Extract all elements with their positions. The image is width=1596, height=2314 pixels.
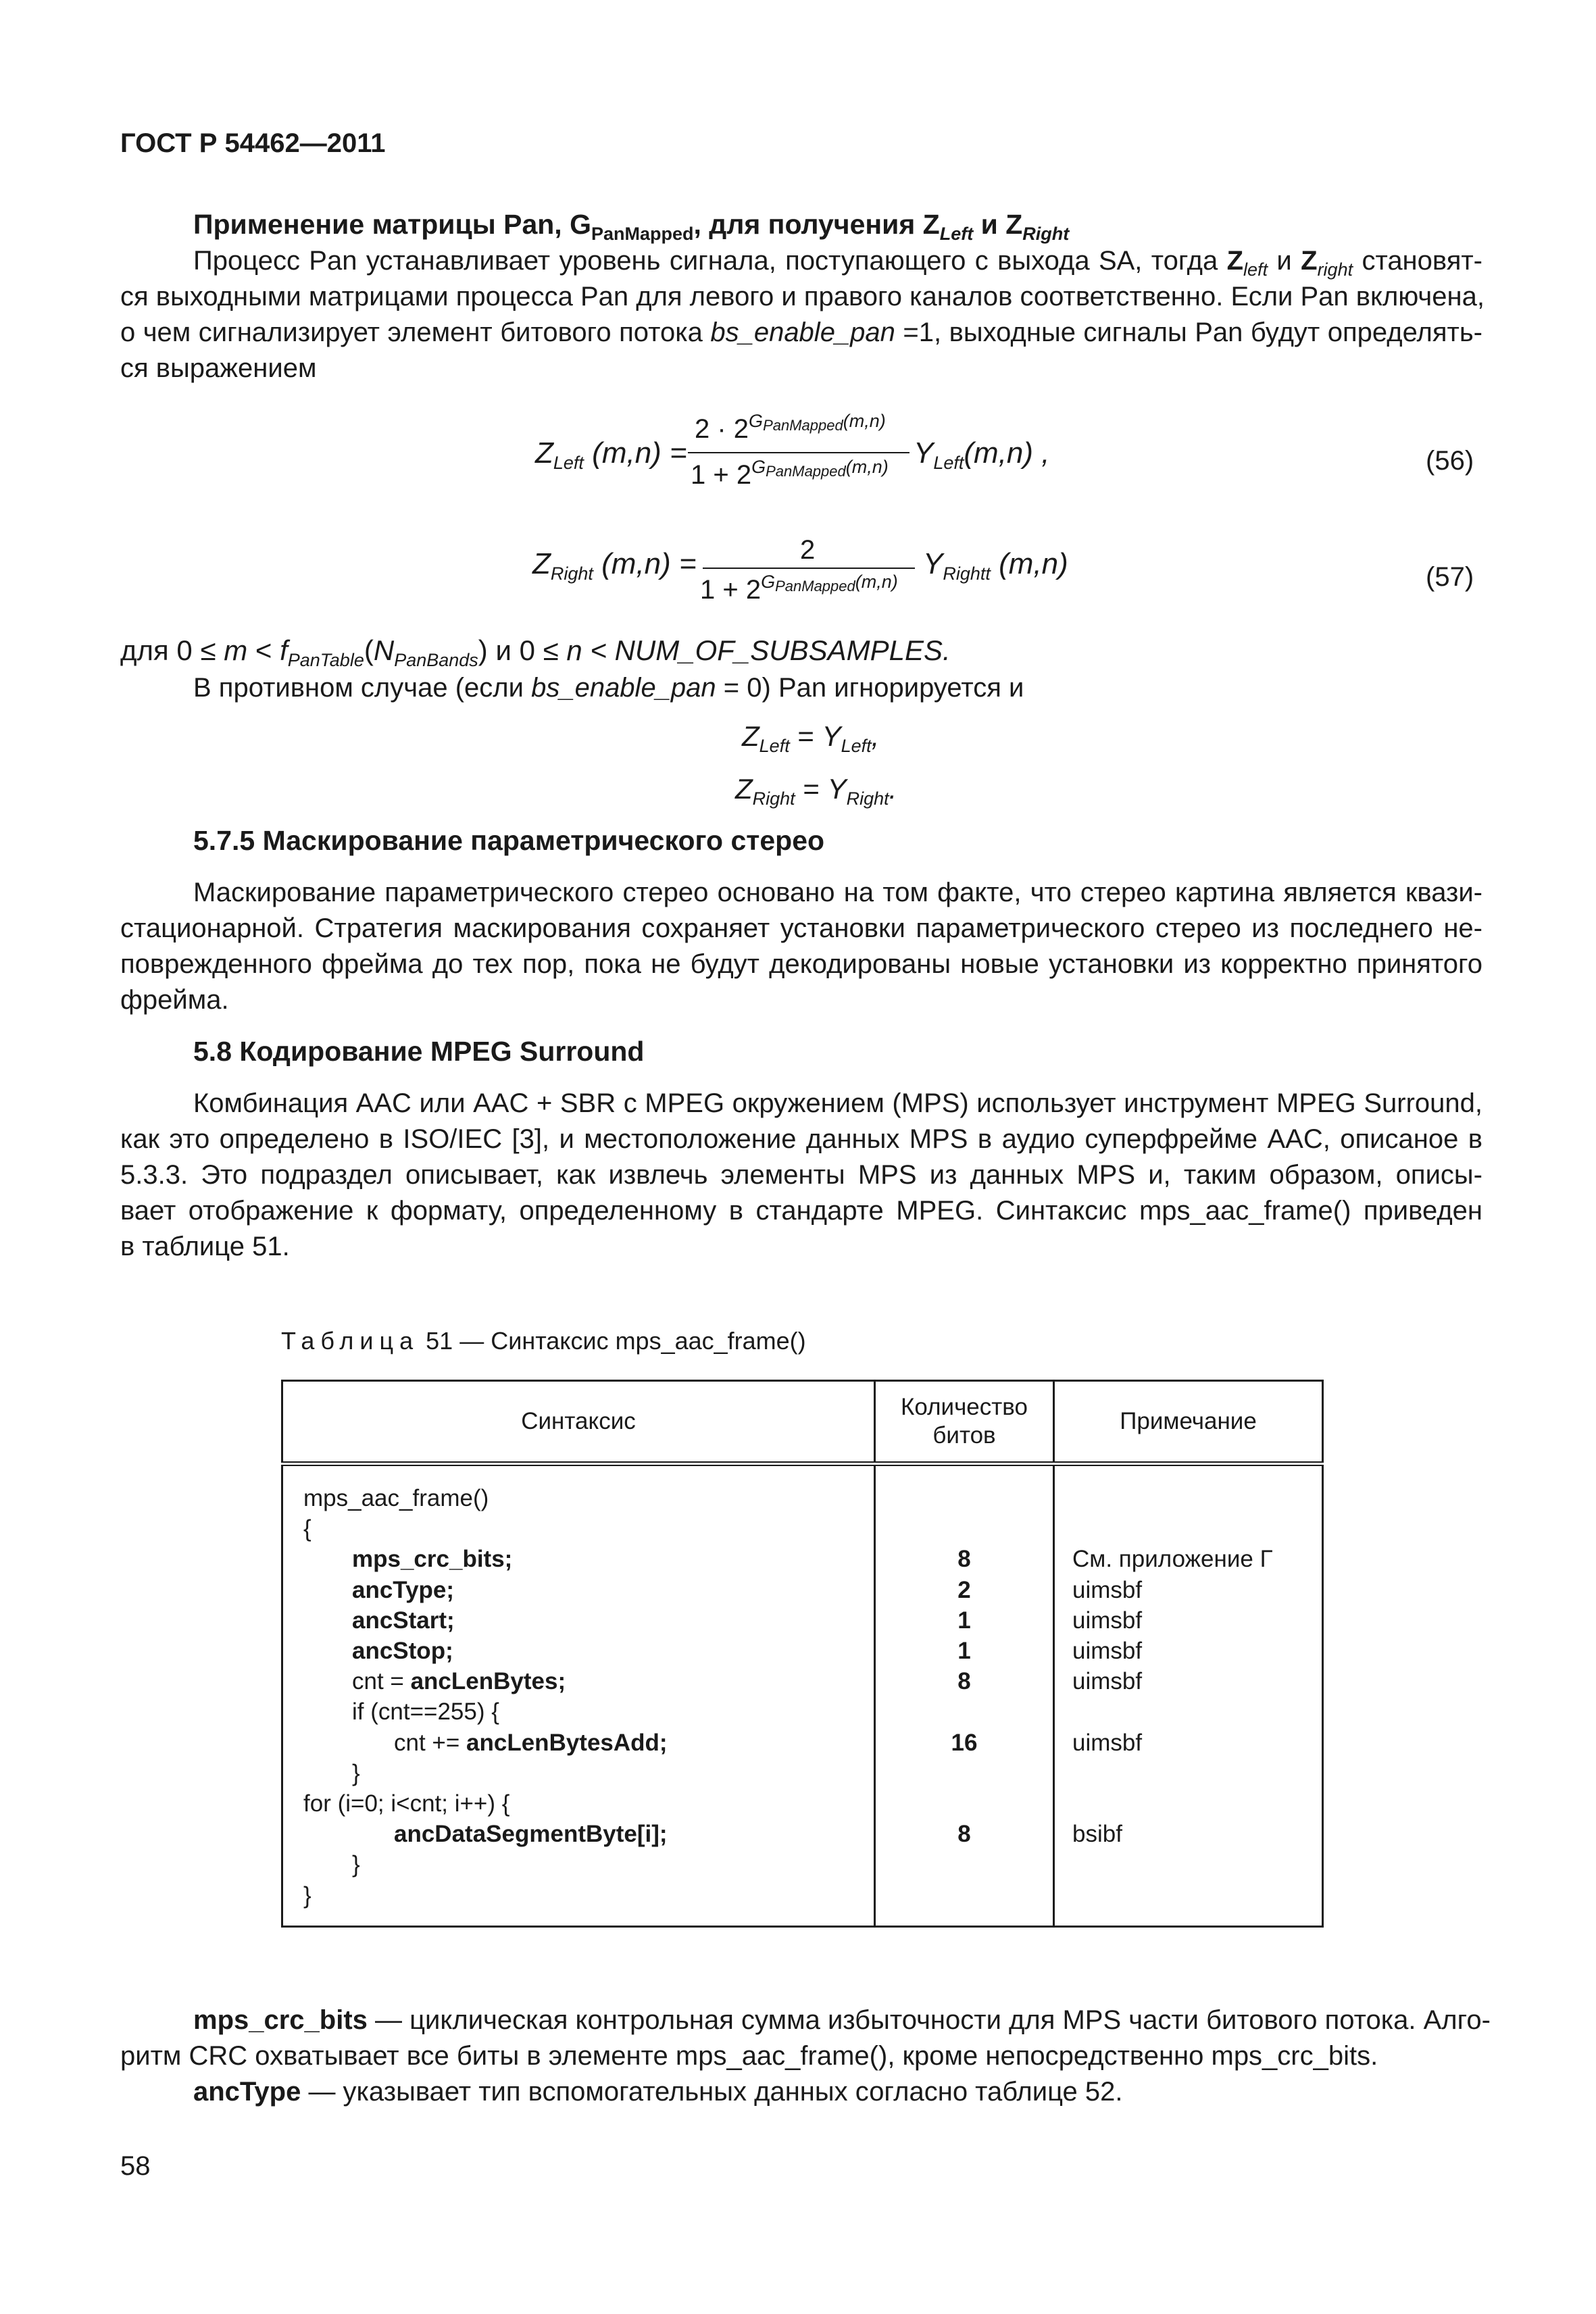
table-row-bits: 8: [957, 1821, 971, 1848]
table-row-syntax: mps_crc_bits;: [352, 1546, 513, 1573]
section-575-line-4: фрейма.: [120, 985, 229, 1015]
table-body-syntax: [282, 1464, 875, 1927]
table-row-bits: 8: [957, 1546, 971, 1573]
pan-paragraph-line-3: о чем сигнализирует элемент битового потока bs_enable_pan =1, выходные сигналы Pan будут определять-: [120, 318, 1482, 347]
eq56-numerator: $2 \cdot 2^{G_{PanMapped}(m,n)}$: [695, 411, 886, 444]
definition-mps-crc-bits-line-2: ритм CRC охватывает все биты в элементе mps_aac_frame(), кроме непосредственно mps_crc_bits.: [120, 2041, 1378, 2071]
table-row-syntax: if (cnt==255) {: [352, 1699, 499, 1726]
eq56-fraction-bar: [688, 452, 909, 453]
table-row-syntax: for (i=0; i<cnt; i++) {: [303, 1790, 510, 1817]
table-row-syntax: }: [303, 1882, 311, 1909]
table-row-bits: 8: [957, 1668, 971, 1695]
else-line: В противном случае (если bs_enable_pan = 0) Pan игнорируется и: [193, 673, 1024, 703]
table-row-note: uimsbf: [1072, 1607, 1143, 1634]
section-58-line-2: как это определено в ISO/IEC [3], и местоположение данных MPS в аудио суперфрейме AAC, описаное в: [120, 1124, 1482, 1154]
table-row-note: bsibf: [1072, 1821, 1122, 1848]
table-row-note: uimsbf: [1072, 1729, 1143, 1756]
table-row-syntax: cnt += ancLenBytesAdd;: [394, 1729, 668, 1756]
table-body-note: [1054, 1464, 1323, 1927]
eq56-rhs: $Y_{Left}(m,n)$ ,: [914, 436, 1050, 473]
eq57-fraction-bar: [703, 568, 915, 569]
section-575-line-3: поврежденного фрейма до тех пор, пока не будут декодированы новые установки из корректно принятого: [120, 949, 1482, 979]
doc-header: ГОСТ Р 54462—2011: [120, 128, 386, 158]
pan-paragraph-line-2: ся выходными матрицами процесса Pan для левого и правого каналов соответственно. Если Pan включена,: [120, 282, 1485, 311]
pan-paragraph-line-1: Процесс Pan устанавливает уровень сигнала, поступающего с выхода SA, тогда $Z_{left}$ и $Z_{right}$ становят-: [193, 246, 1482, 280]
table-row-syntax: ancType;: [352, 1576, 455, 1603]
table-row-bits: 16: [951, 1729, 978, 1756]
table-header-syntax: Синтаксис: [282, 1381, 875, 1464]
table-row-note: См. приложение Г: [1072, 1546, 1273, 1573]
eq56-lhs: $Z_{Left}$ (m,n) =: [535, 436, 687, 473]
page-number: 58: [120, 2151, 151, 2181]
table-row-syntax: {: [303, 1515, 311, 1542]
section-58-line-5: в таблице 51.: [120, 1232, 290, 1261]
table-row-bits: 1: [957, 1638, 971, 1664]
pan-paragraph-line-4: ся выражением: [120, 353, 317, 383]
table-row-syntax: }: [352, 1851, 360, 1878]
table-row-syntax: ancStop;: [352, 1638, 453, 1664]
section-58-line-1: Комбинация AAC или AAC + SBR с MPEG окружением (MPS) использует инструмент MPEG Surround,: [193, 1088, 1482, 1118]
table-row-note: uimsbf: [1072, 1638, 1143, 1664]
table-row-syntax: ancStart;: [352, 1607, 455, 1634]
eq57-lhs: $Z_{Right}$ (m,n) =: [532, 547, 697, 584]
table-51-caption: Таблица 51 — Синтаксис mps_aac_frame(): [281, 1327, 806, 1355]
definition-anctype: ancType — указывает тип вспомогательных данных согласно таблице 52.: [193, 2077, 1123, 2107]
section-575-line-1: Маскирование параметрического стерео основано на том факте, что стерео картина является квази-: [193, 878, 1482, 907]
section-58-line-4: вает отображение к формату, определенному в стандарте MPEG. Синтаксис mps_aac_frame() приведен: [120, 1196, 1482, 1226]
eq57-numerator: 2: [800, 535, 816, 565]
section-58-line-3: 5.3.3. Это подраздел описывает, как извлечь элементы MPS из данных MPS и, таким образом, описы-: [120, 1160, 1483, 1190]
table-row-bits: 1: [957, 1607, 971, 1634]
table-row-note: uimsbf: [1072, 1668, 1143, 1695]
eq57-rhs: $Y_{Rightt}$ (m,n): [923, 547, 1068, 584]
table-row-syntax: mps_aac_frame(): [303, 1485, 489, 1511]
else-equation-right: $Z_{Right} = Y_{Right}$.: [735, 773, 897, 809]
section-heading-pan: Применение матрицы Pan, $G_{PanMapped}$, для получения $Z_{Left}$ и $Z_{Right}$: [193, 209, 1070, 244]
eq57-number: (57): [1426, 562, 1474, 592]
condition-line: для $0 \le m < f_{PanTable}(N_{PanBands})$ и 0 ≤ n < NUM_OF_SUBSAMPLES.: [120, 634, 951, 670]
table-row-note: uimsbf: [1072, 1576, 1143, 1603]
table-row-syntax: cnt = ancLenBytes;: [352, 1668, 566, 1695]
table-row-syntax: }: [352, 1759, 360, 1786]
section-575-line-2: стационарной. Стратегия маскирования сохраняет установки параметрического стерео из последнего не-: [120, 913, 1482, 943]
section-heading-575: 5.7.5 Маскирование параметрического стерео: [193, 825, 825, 856]
eq56-number: (56): [1426, 446, 1474, 476]
eq56-denominator: $1 + 2^{G_{PanMapped}(m,n)}$: [691, 457, 889, 490]
definition-mps-crc-bits-line-1: mps_crc_bits — циклическая контрольная сумма избыточности для MPS части битового потока. Алго-: [193, 2005, 1491, 2035]
table-51: [281, 1380, 1324, 1928]
table-body-bits: [875, 1464, 1054, 1927]
table-header-note: Примечание: [1054, 1381, 1323, 1464]
section-heading-58: 5.8 Кодирование MPEG Surround: [193, 1036, 645, 1067]
else-equation-left: $Z_{Left} = Y_{Left}$,: [742, 720, 880, 756]
eq57-denominator: $1 + 2^{G_{PanMapped}(m,n)}$: [700, 572, 898, 605]
table-row-bits: 2: [957, 1576, 971, 1603]
table-header-bits: Количество битов: [875, 1381, 1054, 1464]
table-row-syntax: ancDataSegmentByte[i];: [394, 1821, 668, 1848]
